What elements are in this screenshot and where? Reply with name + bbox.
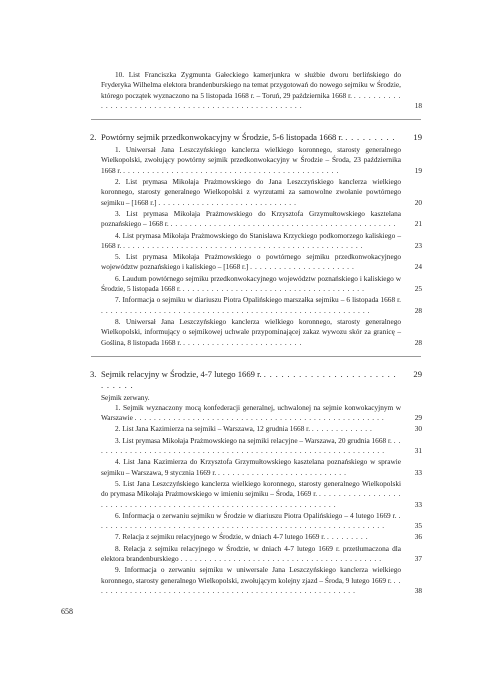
toc-entry (101, 435, 422, 457)
entry-page-number: 21 (414, 219, 422, 229)
leader-dots: . . . . . . . . . . . . . . . . . . . . . . . . . . . . . . . . . . . . . . . . . . . . . . . . . . . . (101, 90, 402, 110)
section-note: Sejmik zerwany. (101, 392, 150, 402)
leader-dots: . . . . . . . . . . . . . . . . . . . . . . . . . . . . . (158, 197, 297, 207)
toc-entry (101, 177, 422, 208)
toc-entry (101, 565, 422, 596)
entry-text: 8. Uniwersał Jana Leszczyńskiego kanclerza wielkiego koronnego, starosty generalnego Wielkopolski, informujący o sejmikowej uchwale przypominającej zakaz wywozu skór za granicę – Goślina, 8 listopada 1668 r. (101, 316, 401, 347)
toc-content (90, 70, 422, 597)
entry-text: 5. List prymasa Mikołaja Prażmowskiego o powtórnego sejmiku przedkonwokacyjnego województw poznańskiego i kaliskiego – [1668 r.] (101, 252, 401, 272)
page-number: 658 (61, 607, 73, 616)
leader-dots: . . . . . . . . . . . . . . . . . . . . . . . . . . . . . . . . . . . . . . . . . . . . . . . . . . . . . . . (101, 575, 401, 595)
section-divider (91, 119, 421, 120)
entry-page-number: 18 (414, 100, 422, 110)
leader-dots: . . . . . . . . . (345, 132, 396, 143)
entry-text: 3. List prymasa Mikołaja Prażmowskiego na sejmiki relacyjne – Warszawa, 20 grudnia 1668 r. (115, 435, 392, 445)
leader-dots: . . . . . . . . . . . . . . . . . . . . . . (250, 262, 355, 272)
toc-entry (101, 543, 422, 565)
leader-dots: . . . . . . . . . . . . . . . . . . . . . . . . . . . . . . . . . . . . . . . . . . . . . . . . . . . . . . . . (101, 305, 371, 315)
entry-text: 6. Informacja o zerwaniu sejmiku w Środzie w diariuszu Piotra Opalińskiego – 4 lutego 1669 r. (115, 510, 397, 520)
entry-text: 9. Informacja o zerwaniu sejmiku w uniwersale Jana Leszczyńskiego kanclerza wielkiego koronnego, starosty generalnego Wielkopolski, zwołującym kolejny zjazd – Środa, 9 lutego 1669 r. (101, 565, 401, 585)
entry-text: 2. List Jana Kazimierza na sejmiki – Warszawa, 12 grudnia 1668 r. (115, 424, 311, 434)
section-heading (90, 368, 422, 391)
entry-text: 6. Laudum powtórnego sejmiku przedkonwokacyjnego województw poznańskiego i kaliskiego w Środzie, 5 listopada 1668 r. (101, 273, 401, 294)
entry-page-number: 23 (414, 240, 422, 250)
toc-entry (101, 208, 422, 230)
entry-page-number: 28 (414, 337, 422, 347)
entry-page-number: 36 (414, 532, 422, 542)
entry-text: 5. List Jana Leszczyńskiego kanclerza wielkiego koronnego, starosty generalnego Wielkopolski do prymasa Mikołaja Prażmowskiego w imieniu sejmiku – Środa, 1669 r. (101, 478, 401, 499)
leader-dots: . . . . . . . . . . . . . . . . . . . . . . . . . . . . . . . . . . . . . . . . . . . . . . . . . . . . (134, 413, 385, 423)
toc-entry (101, 510, 422, 532)
toc-entry (101, 273, 422, 295)
toc-entry (101, 457, 422, 478)
entry-page-number: 35 (414, 521, 422, 531)
section-title: Sejmik relacyjny w Środzie, 4-7 lutego 1669 r. (101, 368, 262, 379)
entry-page-number: 38 (414, 585, 422, 595)
leader-dots: . . . . . . . . . . . . . . . . . . . . . . . . . . . (218, 467, 347, 477)
toc-entry (101, 316, 422, 348)
entry-text: 10. List Franciszka Zygmunta Gałeckiego kamerjunkra w służbie dworu berlińskiego do Fryderyka Wilhelma elektora brandenburskiego na temat przygotowań do nowego sejmiku w Środzie, którego początek wyznaczono na 5 listopada 1668 r. – Toruń, 29 października 1668 r. (101, 70, 401, 100)
entry-text: 8. Relacja z sejmiku relacyjnego w Środzie, w dniach 4-7 lutego 1669 r. przetłumaczona dla elektora brandenburskiego (101, 543, 401, 563)
toc-entry (101, 424, 422, 434)
leader-dots: . . . . . . . . . . . . . . . . . . . . . . . . . . . . . . . . . . . . . . . . . . . . . (123, 165, 339, 175)
toc-entry (101, 230, 422, 252)
entry-page-number: 29 (414, 413, 422, 423)
entry-text: 1. Uniwersał Jana Leszczyńskiego kanclerza wielkiego koronnego, starosty generalnego Wielkopolski, zwołujący powtórny sejmik przedkonwokacyjny w Środzie – Środa, 23 października 1668 r. (101, 145, 401, 175)
section-divider (91, 356, 421, 357)
entry-page-number: 33 (414, 467, 422, 477)
section-number: 3. (90, 368, 97, 379)
leader-dots: . . . . . . . . . . . . . . . . . . . . . . . . . . . . . . . . . . . . . . . . . . . . . . . . . . (123, 240, 364, 250)
section-page-number: 19 (413, 132, 422, 143)
section-heading (90, 132, 422, 143)
entry-page-number: 20 (414, 197, 422, 207)
entry-text: 3. List prymasa Mikołaja Prażmowskiego do Krzysztofa Grzymułtowskiego kasztelana poznańskiego – 1668 r. (101, 208, 401, 229)
entry-page-number: 33 (414, 499, 422, 509)
toc-entry (101, 252, 422, 273)
leader-dots: . . . . . . . . . . . . . . . . . . . . . . . . . . . . . . . . . . . . . . . . . . . . . . . . . . . . . . . . . . . . (101, 510, 401, 531)
toc-entry (101, 402, 422, 424)
entry-page-number: 37 (414, 553, 422, 563)
entry-page-number: 25 (414, 284, 422, 294)
leader-dots: . . . . . . . . . . . . . . . . . . . . . . . . . . . . . (101, 368, 397, 390)
entry-text: 4. List Jana Kazimierza do Krzysztofa Grzymułtowskiego kasztelana poznańskiego w sprawie sejmiku – Warszawa, 9 stycznia 1669 r. (101, 457, 401, 477)
entry-text: 2. List prymasa Mikołaja Prażmowskiego do Jana Leszczyńskiego kanclerza wielkiego koronnego, starosty generalnego Wielkopolski z wyrzutami za samowolne zwołanie powtórnego sejmiku – [1668 r.] (101, 177, 401, 207)
section-title: Powtórny sejmik przedkonwokacyjny w Środzie, 5-6 listopada 1668 r. (101, 132, 344, 143)
entry-text: 4. List prymasa Mikołaja Prażmowskiego do Stanisława Krzyckiego podkomorzego kaliskiego – 1668 r. (101, 230, 401, 250)
entry-page-number: 24 (414, 262, 422, 272)
toc-entry-top (101, 70, 422, 111)
toc-entry (101, 478, 422, 510)
toc-entry (101, 145, 422, 176)
toc-entry (101, 532, 422, 542)
entry-page-number: 28 (414, 305, 422, 315)
leader-dots: . . . . . . . . . . . . . . . . . . . . . . . . . (183, 337, 302, 347)
entry-page-number: 31 (414, 446, 422, 456)
leader-dots: . . . . . . . . . (326, 532, 369, 542)
toc-sections (90, 132, 422, 596)
entry-text: 1. Sejmik wyznaczony mocą konfederacji generalnej, uchwalonej na sejmie konwokacyjnym w Warszawie (101, 402, 401, 423)
leader-dots: . . . . . . . . . . . . . . . . . . . . . . . . . . . . . . . . . . . . . . . . . . . . . . . . . . . . . . . . . . . . . . . . . . (101, 489, 401, 509)
entry-text: 7. Informacja o sejmiku w diariuszu Piotra Opalińskiego marszałka sejmiku – 6 listopada 1668 r. (115, 295, 401, 305)
leader-dots: . . . . . . . . . . . . . . . . . . . . . . . . . . . . . . . . . . . . . . . . . . . . . . . (170, 219, 396, 229)
entry-text: 7. Relacja z sejmiku relacyjnego w Środzie, w dniach 4-7 lutego 1669 r. (115, 532, 326, 542)
entry-page-number: 19 (414, 165, 422, 175)
leader-dots: . . . . . . . . . . . . . . . . . . . . . . . . . . . . . . . . . . . . . . . . . . (180, 553, 382, 563)
entry-page-number: 30 (414, 424, 422, 434)
leader-dots: . . . . . . . . . . . . . . . . . . . . . . . . . . . . . . . . . . . . . . . . . . . . . . . . . . . . . . . . . . . . . (101, 435, 402, 456)
section-page-number: 29 (413, 368, 422, 379)
leader-dots: . . . . . . . . . . . . . (311, 424, 373, 434)
toc-entry (101, 295, 422, 316)
section-number: 2. (90, 132, 97, 143)
leader-dots: . . . . . . . . . . . . . . . . . . . . . . . . . . . . . . . . . . . . . . (182, 284, 365, 294)
